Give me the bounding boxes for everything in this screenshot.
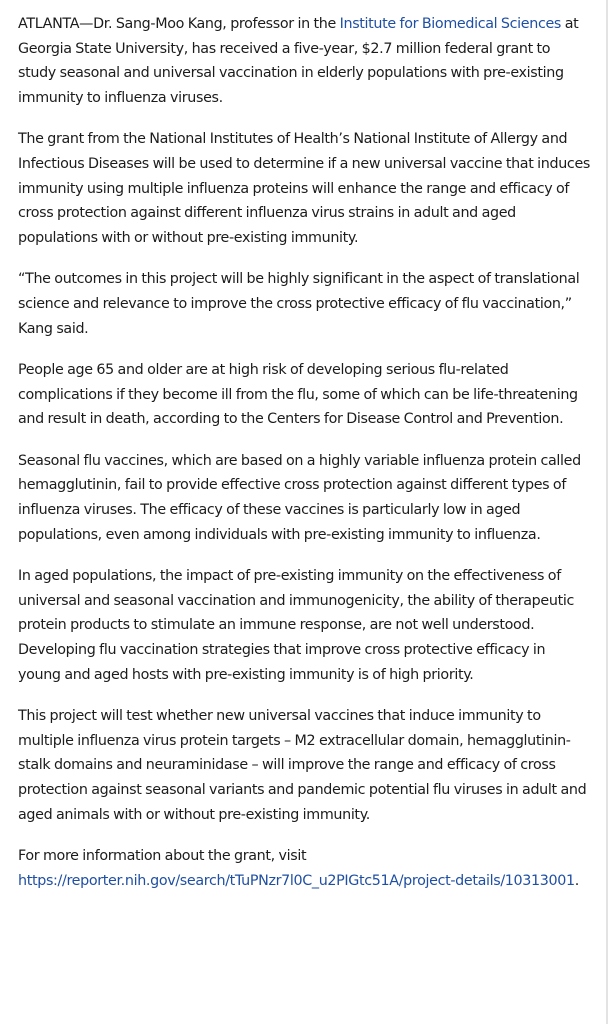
intro-text-after: at Georgia State University, has received a five-year, $2.7 million federal grant to study seasonal and universal vaccination in elderly populations with pre-existing immunity to influenza viruses. [18, 16, 579, 107]
paragraph-more-info [18, 844, 590, 893]
paragraph-grant: The grant from the National Institutes of Health’s National Institute of Allergy and Infectious Diseases will be used to determine if a new universal vaccine that induces immunity using multiple influenza proteins will enhance the range and efficacy of cross protection against different influenza virus strains in adult and aged populations with or without pre-existing immunity. [18, 131, 590, 247]
paragraph-quote: “The outcomes in this project will be highly significant in the aspect of translational science and relevance to improve the cross protective efficacy of flu vaccination,” Kang said. [18, 271, 580, 337]
paragraph-seasonal-vaccines: Seasonal flu vaccines, which are based on a highly variable influenza protein called hemagglutinin, fail to provide effective cross protection against different types of influenza viruses. The efficacy of these vaccines is particularly low in aged populations, even among individuals with pre-existing immunity to influenza. [18, 452, 581, 543]
more-info-text-before: For more information about the grant, visit [18, 847, 307, 864]
paragraph-aged-populations: In aged populations, the impact of pre-existing immunity on the effectiveness of universal and seasonal vaccination and immunogenicity, the ability of therapeutic protein products to stimulate an immune response, are not well understood. Developing flu vaccination strategies that improve cross protective efficacy in young and aged hosts with pre-existing immunity is of high priority. [18, 567, 574, 683]
paragraph-risk: People age 65 and older are at high risk of developing serious flu-related complications if they become ill from the flu, some of which can be life-threatening and result in death, according to the Centers for Disease Control and Prevention. [18, 361, 578, 428]
nih-reporter-link[interactable]: https://reporter.nih.gov/search/tTuPNzr7l0C_u2PIGtc51A/project-details/10313001 [18, 872, 575, 889]
article-body [18, 12, 590, 910]
intro-text-before: ATLANTA—Dr. Sang-Moo Kang, professor in the [18, 16, 340, 32]
more-info-text-after: . [574, 872, 579, 889]
paragraph-intro [18, 12, 590, 111]
institute-link[interactable]: Institute for Biomedical Sciences [339, 16, 562, 32]
paragraph-project: This project will test whether new universal vaccines that induce immunity to multiple influenza virus protein targets – M2 extracellular domain, hemagglutinin-stalk domains and neuraminidase – will improve the range and efficacy of cross protection against seasonal variants and pandemic potential flu viruses in adult and aged animals with or without pre-existing immunity. [18, 707, 587, 823]
